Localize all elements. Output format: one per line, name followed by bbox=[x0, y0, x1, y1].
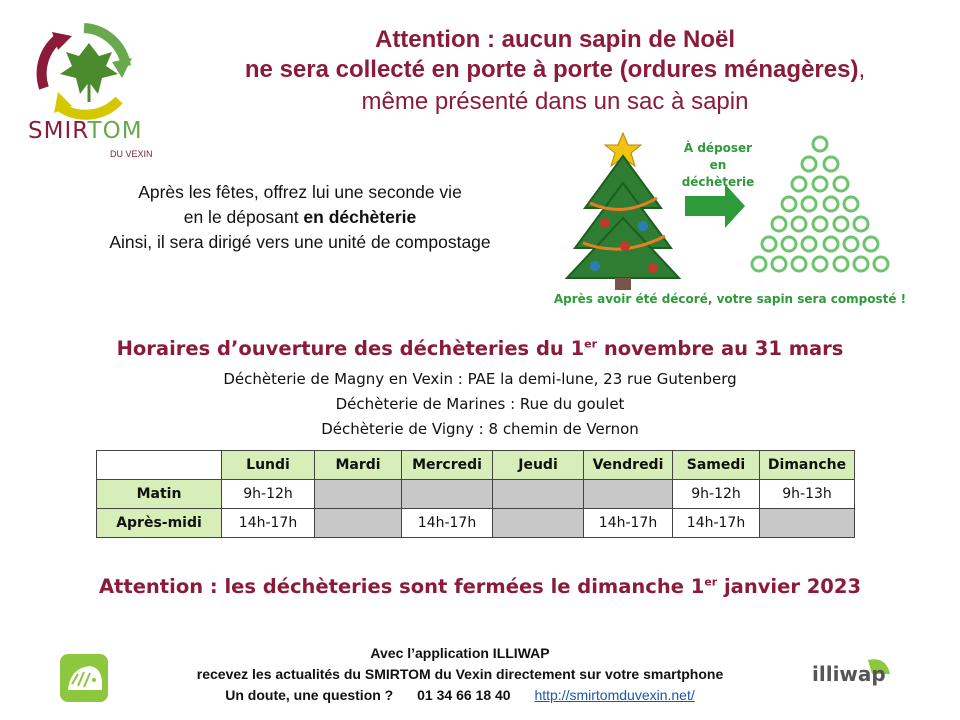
tree-illustration bbox=[553, 128, 907, 318]
address-magny: Déchèterie de Magny en Vexin : PAE la demi-lune, 23 rue Gutenberg bbox=[223, 370, 737, 388]
arrow-label: À déposer en déchèterie bbox=[681, 141, 755, 189]
hours-cell: 14h-17h bbox=[222, 509, 315, 538]
closed-cell bbox=[493, 480, 584, 509]
intro-text bbox=[40, 180, 560, 255]
smirtom-logo bbox=[14, 18, 174, 160]
intro-line-2: en le déposant en déchèterie bbox=[183, 207, 417, 227]
table-header-row bbox=[97, 451, 855, 480]
hours-cell: 9h-13h bbox=[760, 480, 855, 509]
recycle-leaf-icon bbox=[14, 18, 174, 123]
footer-question: Un doute, une question ? bbox=[225, 687, 394, 703]
footer-phone: 01 34 66 18 40 bbox=[417, 687, 511, 703]
closed-cell bbox=[402, 480, 493, 509]
hours-cell: 14h-17h bbox=[584, 509, 673, 538]
address-marines: Déchèterie de Marines : Rue du goulet bbox=[335, 395, 625, 413]
closed-cell bbox=[315, 480, 402, 509]
illiwap-logo bbox=[810, 652, 900, 702]
row-label-apres-midi: Après-midi bbox=[97, 509, 222, 538]
hours-cell: 14h-17h bbox=[673, 509, 760, 538]
closure-warning: Attention : les déchèteries sont fermées le dimanche 1er janvier 2023 bbox=[98, 575, 862, 598]
intro-line-1: Après les fêtes, offrez lui une seconde vie bbox=[138, 182, 462, 202]
closed-cell bbox=[760, 509, 855, 538]
illiwap-wordmark: illiwap bbox=[812, 662, 886, 686]
footer-text bbox=[110, 643, 810, 706]
logo-subtitle: DU VEXIN bbox=[110, 149, 153, 159]
logo-wordmark: SMIRTOM bbox=[28, 118, 143, 144]
hedgehog-icon bbox=[60, 654, 108, 702]
recycle-tree-icon bbox=[745, 130, 895, 290]
table-row bbox=[97, 480, 855, 509]
footer-contact-row bbox=[110, 685, 810, 706]
footer-line-1: Avec l’application ILLIWAP bbox=[370, 645, 550, 661]
day-header: Mardi bbox=[315, 451, 402, 480]
day-header: Samedi bbox=[673, 451, 760, 480]
table-corner bbox=[97, 451, 222, 480]
header-line-3: même présenté dans un sac à sapin bbox=[361, 88, 749, 115]
header-line-2-bold: ne sera collecté en porte à porte (ordures ménagères) bbox=[244, 56, 859, 83]
schedule-table bbox=[96, 450, 855, 538]
address-vigny: Déchèterie de Vigny : 8 chemin de Vernon bbox=[321, 420, 639, 438]
header-title bbox=[165, 26, 945, 116]
closed-cell bbox=[584, 480, 673, 509]
day-header: Mercredi bbox=[402, 451, 493, 480]
row-label-matin: Matin bbox=[97, 480, 222, 509]
closed-cell bbox=[493, 509, 584, 538]
illiwap-app-icon[interactable] bbox=[60, 654, 108, 702]
table-row bbox=[97, 509, 855, 538]
header-line-1: Attention : aucun sapin de Noël bbox=[374, 26, 735, 53]
tree-caption: Après avoir été décoré, votre sapin sera composté ! bbox=[553, 292, 907, 306]
day-header: Lundi bbox=[222, 451, 315, 480]
day-header: Dimanche bbox=[760, 451, 855, 480]
header-line-2 bbox=[165, 56, 945, 84]
header-line-2-tail: , bbox=[858, 56, 866, 83]
hours-cell: 14h-17h bbox=[402, 509, 493, 538]
website-link[interactable]: http://smirtomduvexin.net/ bbox=[534, 687, 695, 703]
footer-line-2: recevez les actualités du SMIRTOM du Vexin directement sur votre smartphone bbox=[196, 666, 724, 682]
day-header: Vendredi bbox=[584, 451, 673, 480]
hours-cell: 9h-12h bbox=[673, 480, 760, 509]
closed-cell bbox=[315, 509, 402, 538]
intro-line-3: Ainsi, il sera dirigé vers une unité de compostage bbox=[109, 232, 491, 252]
day-header: Jeudi bbox=[493, 451, 584, 480]
schedule-title: Horaires d’ouverture des déchèteries du 1er novembre au 31 mars bbox=[116, 337, 844, 360]
hours-cell: 9h-12h bbox=[222, 480, 315, 509]
